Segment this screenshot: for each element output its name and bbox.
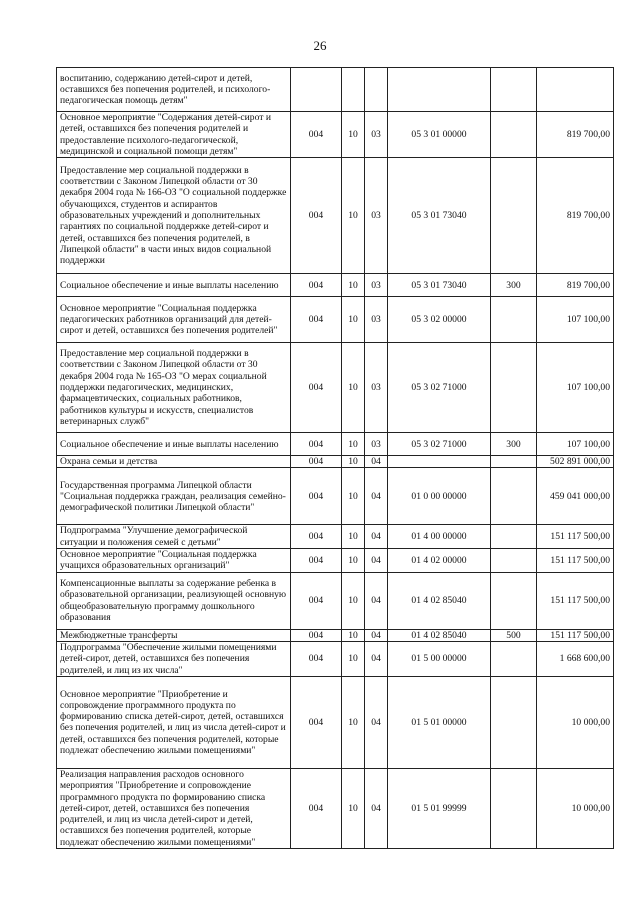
row-subsection: 04 bbox=[365, 768, 388, 848]
row-expense-type bbox=[491, 158, 537, 274]
row-description: Основное мероприятие "Социальная поддержка педагогических работников организаций для детей-сирот и детей, оставшихся без попечения родителей" bbox=[57, 297, 291, 343]
row-target-article: 05 3 02 71000 bbox=[388, 343, 491, 433]
row-amount: 151 117 500,00 bbox=[537, 525, 614, 549]
row-amount: 819 700,00 bbox=[537, 112, 614, 158]
row-section: 10 bbox=[342, 572, 365, 629]
row-ministry-code: 004 bbox=[291, 549, 342, 573]
row-ministry-code: 004 bbox=[291, 629, 342, 641]
row-description: Подпрограмма "Улучшение демографической ситуации и положения семей с детьми" bbox=[57, 525, 291, 549]
row-expense-type: 500 bbox=[491, 629, 537, 641]
row-ministry-code bbox=[291, 68, 342, 112]
row-target-article: 05 3 01 73040 bbox=[388, 274, 491, 297]
row-description: Межбюджетные трансферты bbox=[57, 629, 291, 641]
row-target-article bbox=[388, 456, 491, 468]
row-ministry-code: 004 bbox=[291, 768, 342, 848]
budget-table-body bbox=[57, 68, 614, 849]
row-subsection: 03 bbox=[365, 433, 388, 456]
row-target-article: 01 4 02 85040 bbox=[388, 572, 491, 629]
row-description: Охрана семьи и детства bbox=[57, 456, 291, 468]
table-row bbox=[57, 297, 614, 343]
row-subsection: 03 bbox=[365, 297, 388, 343]
row-description: воспитанию, содержанию детей-сирот и детей, оставшихся без попечения родителей, и психолого-педагогическая помощь детям" bbox=[57, 68, 291, 112]
table-row bbox=[57, 343, 614, 433]
row-target-article: 01 4 02 85040 bbox=[388, 629, 491, 641]
row-target-article: 01 0 00 00000 bbox=[388, 468, 491, 525]
row-section: 10 bbox=[342, 112, 365, 158]
row-subsection: 03 bbox=[365, 158, 388, 274]
row-amount: 459 041 000,00 bbox=[537, 468, 614, 525]
row-ministry-code: 004 bbox=[291, 572, 342, 629]
table-row bbox=[57, 468, 614, 525]
row-description: Основное мероприятие "Содержания детей-сирот и детей, оставшихся без попечения родителей и предоставление психолого-педагогической, медицинской и социальной помощи детям" bbox=[57, 112, 291, 158]
row-section: 10 bbox=[342, 676, 365, 768]
row-target-article: 05 3 01 00000 bbox=[388, 112, 491, 158]
row-amount: 819 700,00 bbox=[537, 274, 614, 297]
row-description: Подпрограмма "Обеспечение жилыми помещениями детей-сирот, детей, оставшихся без попечения родителей, и лиц из их числа" bbox=[57, 641, 291, 676]
row-target-article bbox=[388, 68, 491, 112]
row-expense-type bbox=[491, 68, 537, 112]
row-ministry-code: 004 bbox=[291, 676, 342, 768]
row-ministry-code: 004 bbox=[291, 525, 342, 549]
row-target-article: 01 5 01 00000 bbox=[388, 676, 491, 768]
row-section: 10 bbox=[342, 456, 365, 468]
row-ministry-code: 004 bbox=[291, 433, 342, 456]
row-amount: 151 117 500,00 bbox=[537, 629, 614, 641]
row-subsection: 04 bbox=[365, 468, 388, 525]
row-section: 10 bbox=[342, 158, 365, 274]
row-expense-type bbox=[491, 297, 537, 343]
row-ministry-code: 004 bbox=[291, 456, 342, 468]
table-row bbox=[57, 525, 614, 549]
row-description: Социальное обеспечение и иные выплаты населению bbox=[57, 433, 291, 456]
row-section: 10 bbox=[342, 274, 365, 297]
row-amount: 1 668 600,00 bbox=[537, 641, 614, 676]
row-ministry-code: 004 bbox=[291, 468, 342, 525]
row-subsection: 04 bbox=[365, 525, 388, 549]
table-row bbox=[57, 274, 614, 297]
row-ministry-code: 004 bbox=[291, 112, 342, 158]
row-amount: 502 891 000,00 bbox=[537, 456, 614, 468]
row-ministry-code: 004 bbox=[291, 274, 342, 297]
row-description: Основное мероприятие "Приобретение и сопровождение программного продукта по формированию списка детей-сирот, детей, оставшихся без попечения родителей, и лиц из числа детей-сирот и детей, оставшихся без попечения родителей, которые подлежат обеспечению жилыми помещениями" bbox=[57, 676, 291, 768]
row-subsection: 03 bbox=[365, 343, 388, 433]
row-target-article: 01 5 00 00000 bbox=[388, 641, 491, 676]
table-row bbox=[57, 158, 614, 274]
row-amount: 107 100,00 bbox=[537, 433, 614, 456]
row-section: 10 bbox=[342, 297, 365, 343]
row-description: Основное мероприятие "Социальная поддержка учащихся образовательных организаций" bbox=[57, 549, 291, 573]
row-amount: 151 117 500,00 bbox=[537, 549, 614, 573]
row-amount: 107 100,00 bbox=[537, 297, 614, 343]
row-ministry-code: 004 bbox=[291, 343, 342, 433]
table-row bbox=[57, 456, 614, 468]
table-row bbox=[57, 549, 614, 573]
row-expense-type: 300 bbox=[491, 433, 537, 456]
row-expense-type bbox=[491, 768, 537, 848]
row-amount: 107 100,00 bbox=[537, 343, 614, 433]
row-description: Социальное обеспечение и иные выплаты населению bbox=[57, 274, 291, 297]
row-description: Реализация направления расходов основного мероприятия "Приобретение и сопровождение программного продукта по формированию списка детей-сирот, детей, оставшихся без попечения родителей, и лиц из числа детей-сирот и детей, оставшихся без попечения родителей, которые подлежат обеспечению жилыми помещениями" bbox=[57, 768, 291, 848]
page-number: 26 bbox=[313, 38, 327, 53]
row-ministry-code: 004 bbox=[291, 297, 342, 343]
row-target-article: 05 3 01 73040 bbox=[388, 158, 491, 274]
row-ministry-code: 004 bbox=[291, 641, 342, 676]
row-amount: 10 000,00 bbox=[537, 768, 614, 848]
row-description: Предоставление мер социальной поддержки в соответствии с Законом Липецкой области от 30 декабря 2004 года № 166-ОЗ "О социальной поддержке обучающихся, студентов и аспирантов образовательных учреждений и дополнительных гарантиях по социальной поддержке детей-сирот и детей, оставшихся без попечения родителей, в Липецкой области" в части иных видов социальной поддержки bbox=[57, 158, 291, 274]
row-target-article: 01 4 00 00000 bbox=[388, 525, 491, 549]
row-subsection bbox=[365, 68, 388, 112]
budget-table bbox=[56, 67, 614, 849]
row-section: 10 bbox=[342, 525, 365, 549]
row-amount: 10 000,00 bbox=[537, 676, 614, 768]
row-section: 10 bbox=[342, 468, 365, 525]
row-section bbox=[342, 68, 365, 112]
table-row bbox=[57, 629, 614, 641]
row-target-article: 05 3 02 71000 bbox=[388, 433, 491, 456]
table-row bbox=[57, 676, 614, 768]
row-ministry-code: 004 bbox=[291, 158, 342, 274]
row-amount: 819 700,00 bbox=[537, 158, 614, 274]
row-section: 10 bbox=[342, 343, 365, 433]
row-subsection: 04 bbox=[365, 641, 388, 676]
row-description: Государственная программа Липецкой области "Социальная поддержка граждан, реализация семейно-демографической политики Липецкой области" bbox=[57, 468, 291, 525]
row-expense-type: 300 bbox=[491, 274, 537, 297]
row-subsection: 04 bbox=[365, 572, 388, 629]
table-row bbox=[57, 68, 614, 112]
row-expense-type bbox=[491, 549, 537, 573]
row-section: 10 bbox=[342, 433, 365, 456]
row-section: 10 bbox=[342, 641, 365, 676]
row-expense-type bbox=[491, 676, 537, 768]
row-section: 10 bbox=[342, 549, 365, 573]
row-amount: 151 117 500,00 bbox=[537, 572, 614, 629]
row-expense-type bbox=[491, 112, 537, 158]
row-target-article: 01 4 02 00000 bbox=[388, 549, 491, 573]
row-description: Компенсационные выплаты за содержание ребенка в образовательной организации, реализующей основную общеобразовательную программу дошкольного образования bbox=[57, 572, 291, 629]
row-section: 10 bbox=[342, 629, 365, 641]
table-row bbox=[57, 112, 614, 158]
row-expense-type bbox=[491, 468, 537, 525]
row-description: Предоставление мер социальной поддержки в соответствии с Законом Липецкой области от 30 декабря 2004 года № 165-ОЗ "О мерах социальной поддержки педагогических, медицинских, фармацевтических, социальных работников, работников культуры и искусств, специалистов ветеринарных служб" bbox=[57, 343, 291, 433]
row-subsection: 03 bbox=[365, 112, 388, 158]
row-amount bbox=[537, 68, 614, 112]
row-subsection: 03 bbox=[365, 274, 388, 297]
row-subsection: 04 bbox=[365, 676, 388, 768]
table-row bbox=[57, 641, 614, 676]
table-row bbox=[57, 433, 614, 456]
row-subsection: 04 bbox=[365, 456, 388, 468]
row-subsection: 04 bbox=[365, 629, 388, 641]
row-expense-type bbox=[491, 572, 537, 629]
row-subsection: 04 bbox=[365, 549, 388, 573]
row-expense-type bbox=[491, 456, 537, 468]
row-target-article: 05 3 02 00000 bbox=[388, 297, 491, 343]
table-row bbox=[57, 768, 614, 848]
row-expense-type bbox=[491, 525, 537, 549]
row-expense-type bbox=[491, 343, 537, 433]
table-row bbox=[57, 572, 614, 629]
row-section: 10 bbox=[342, 768, 365, 848]
row-expense-type bbox=[491, 641, 537, 676]
row-target-article: 01 5 01 99999 bbox=[388, 768, 491, 848]
